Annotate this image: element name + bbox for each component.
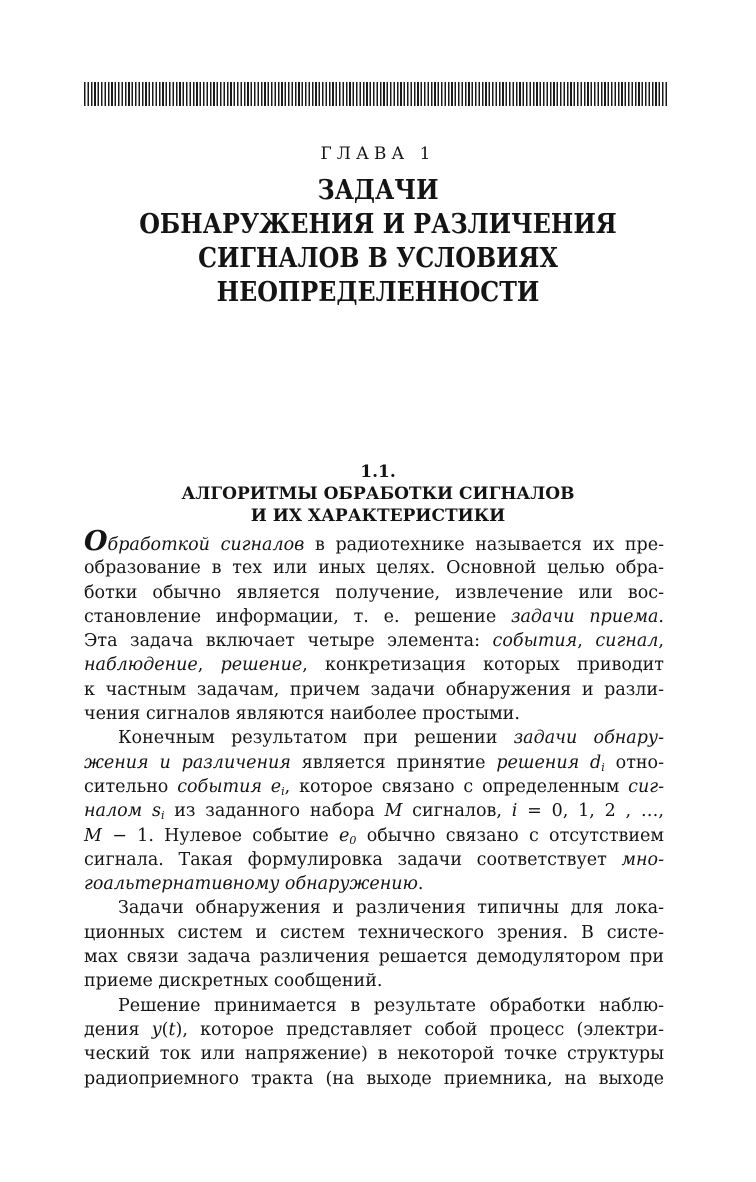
section-title-line: АЛГОРИТМЫ ОБРАБОТКИ СИГНАЛОВ xyxy=(181,484,575,504)
chapter-title-line: СИГНАЛОВ В УСЛОВИЯХ xyxy=(198,243,558,274)
chapter-title-line: ОБНАРУЖЕНИЯ И РАЗЛИЧЕНИЯ xyxy=(139,209,617,240)
text-line: сигнала. Такая формулировка задачи соответствует мно- xyxy=(84,849,664,870)
text-line: гоальтернативному обнаружению. xyxy=(84,874,424,895)
text-line: образование в тех или иных целях. Основной целью обра- xyxy=(84,558,664,579)
text-line: мах связи задача различения решается демодулятором при xyxy=(84,947,664,968)
chapter-title-line: НЕОПРЕДЕЛЕННОСТИ xyxy=(216,277,540,308)
term: мно- xyxy=(621,849,664,870)
text-line: становление информации, т. е. решение задачи приема. xyxy=(84,606,664,627)
text-line: сительно события $e_i$, которое связано с определенным сиг- xyxy=(84,776,664,798)
term: бработкой сигналов xyxy=(107,535,305,555)
text-line: ческий ток или напряжение) в некоторой точке структуры xyxy=(84,1044,664,1065)
term: гоальтернативному обнаружению xyxy=(84,874,418,895)
text-line: ционных систем и систем технического зрения. В систе- xyxy=(84,922,664,943)
text-line: наблюдение, решение, конкретизация которых приводит xyxy=(84,655,664,676)
chapter-title xyxy=(45,174,710,310)
term: задачи приема xyxy=(510,606,659,627)
term: события xyxy=(492,631,578,652)
term: задачи обнару- xyxy=(513,728,664,749)
term: налом $s_i$ xyxy=(84,801,165,823)
term: наблюдение xyxy=(84,655,198,676)
term: сиг- xyxy=(628,776,664,797)
text-line: Конечным результатом при решении задачи обнару- xyxy=(118,728,664,749)
text-line: жения и различения является принятие решения $d_i$ отно- xyxy=(84,752,664,774)
text-line: к частным задачам, причем задачи обнаружения и разли- xyxy=(84,679,664,700)
text-line: ботки обычно является получение, извлечение или вос- xyxy=(84,582,664,603)
drop-cap: О xyxy=(84,526,108,557)
text-line: Решение принимается в результате обработки наблю- xyxy=(118,995,664,1016)
text-line: дения y(t), которое представляет собой процесс (электри- xyxy=(84,1019,664,1040)
text-line: M − 1. Нулевое событие $e_0$ обычно связано с отсутствием xyxy=(84,825,664,847)
text-line: Задачи обнаружения и различения типичны для лока- xyxy=(118,898,664,919)
term: решения $d_i$ xyxy=(496,752,605,774)
text-line: чения сигналов являются наиболее простыми. xyxy=(84,704,520,725)
text-line: налом $s_i$ из заданного набора M сигналов, i = 0, 1, 2 , …, xyxy=(84,801,664,823)
term: жения и различения xyxy=(84,752,291,773)
text-line: радиоприемного тракта (на выходе приемника, на выходе xyxy=(84,1068,664,1089)
text-line: Обработкой сигналов в радиотехнике называется их пре- xyxy=(84,526,664,557)
text-line: приеме дискретных сообщений. xyxy=(84,971,383,992)
term: сигнал xyxy=(595,631,659,652)
header-ornament-rule xyxy=(84,82,668,106)
section-title-line: И ИХ ХАРАКТЕРИСТИКИ xyxy=(250,506,506,526)
section-number: 1.1. xyxy=(360,462,396,482)
chapter-label: ГЛАВА 1 xyxy=(320,144,436,164)
term: решение xyxy=(220,655,303,676)
text-line: Эта задача включает четыре элемента: события, сигнал, xyxy=(84,631,664,652)
section-title xyxy=(0,483,756,527)
chapter-title-line: ЗАДАЧИ xyxy=(317,175,439,206)
term: события $e_i$ xyxy=(177,776,285,798)
body-text xyxy=(84,526,664,1091)
